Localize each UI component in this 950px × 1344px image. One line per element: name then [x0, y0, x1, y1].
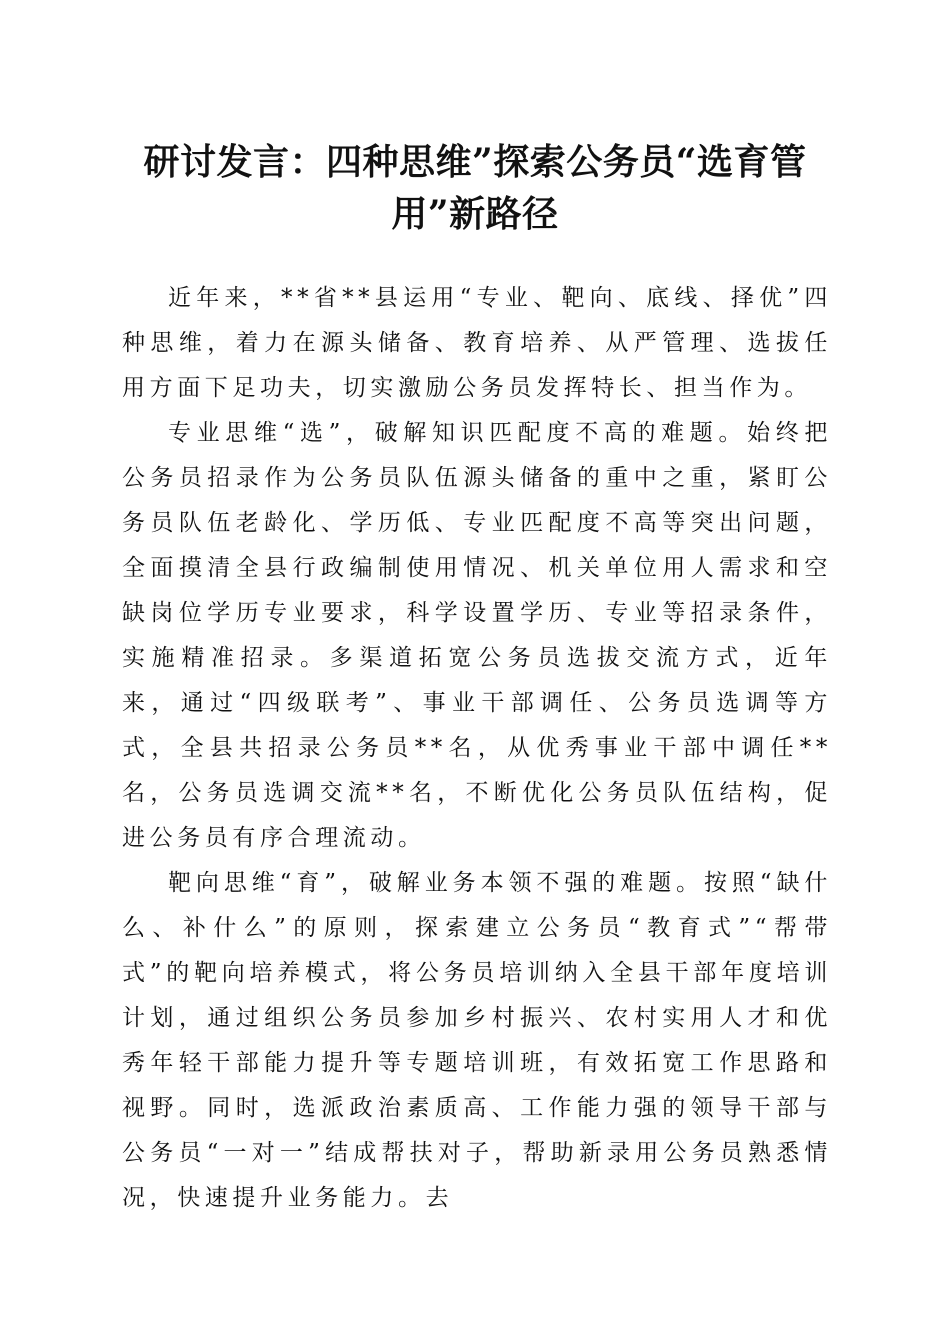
paragraph-cultivate: 靶向思维“育”，破解业务本领不强的难题。按照“缺什么、补什么”的原则，探索建立公务员“教育式”“帮带式”的靶向培养模式，将公务员培训纳入全县干部年度培训计划，通过组织公务员参加乡村振兴、农村实用人才和优秀年轻干部能力提升等专题培训班，有效拓宽工作思路和视野。同时，选派政治素质高、工作能力强的领导干部与公务员“一对一”结成帮扶对子，帮助新录用公务员熟悉情况，快速提升业务能力。去	[122, 870, 832, 1211]
paragraph-intro: 近年来，**省**县运用“专业、靶向、底线、择优”四种思维，着力在源头储备、教育培养、从严管理、选拔任用方面下足功夫，切实激励公务员发挥特长、担当作为。	[122, 285, 832, 401]
document-title: 研讨发言：四种思维”探索公务员“选育管用”新路径	[143, 141, 807, 235]
paragraph-select: 专业思维“选”，破解知识匹配度不高的难题。始终把公务员招录作为公务员队伍源头储备的重中之重，紧盯公务员队伍老龄化、学历低、专业匹配度不高等突出问题，全面摸清全县行政编制使用情况、机关单位用人需求和空缺岗位学历专业要求，科学设置学历、专业等招录条件，实施精准招录。多渠道拓宽公务员选拔交流方式，近年来，通过“四级联考”、事业干部调任、公务员选调等方式，全县共招录公务员**名，从优秀事业干部中调任**名，公务员选调交流**名，不断优化公务员队伍结构，促进公务员有序合理流动。	[122, 420, 832, 851]
document-body	[122, 276, 832, 1221]
